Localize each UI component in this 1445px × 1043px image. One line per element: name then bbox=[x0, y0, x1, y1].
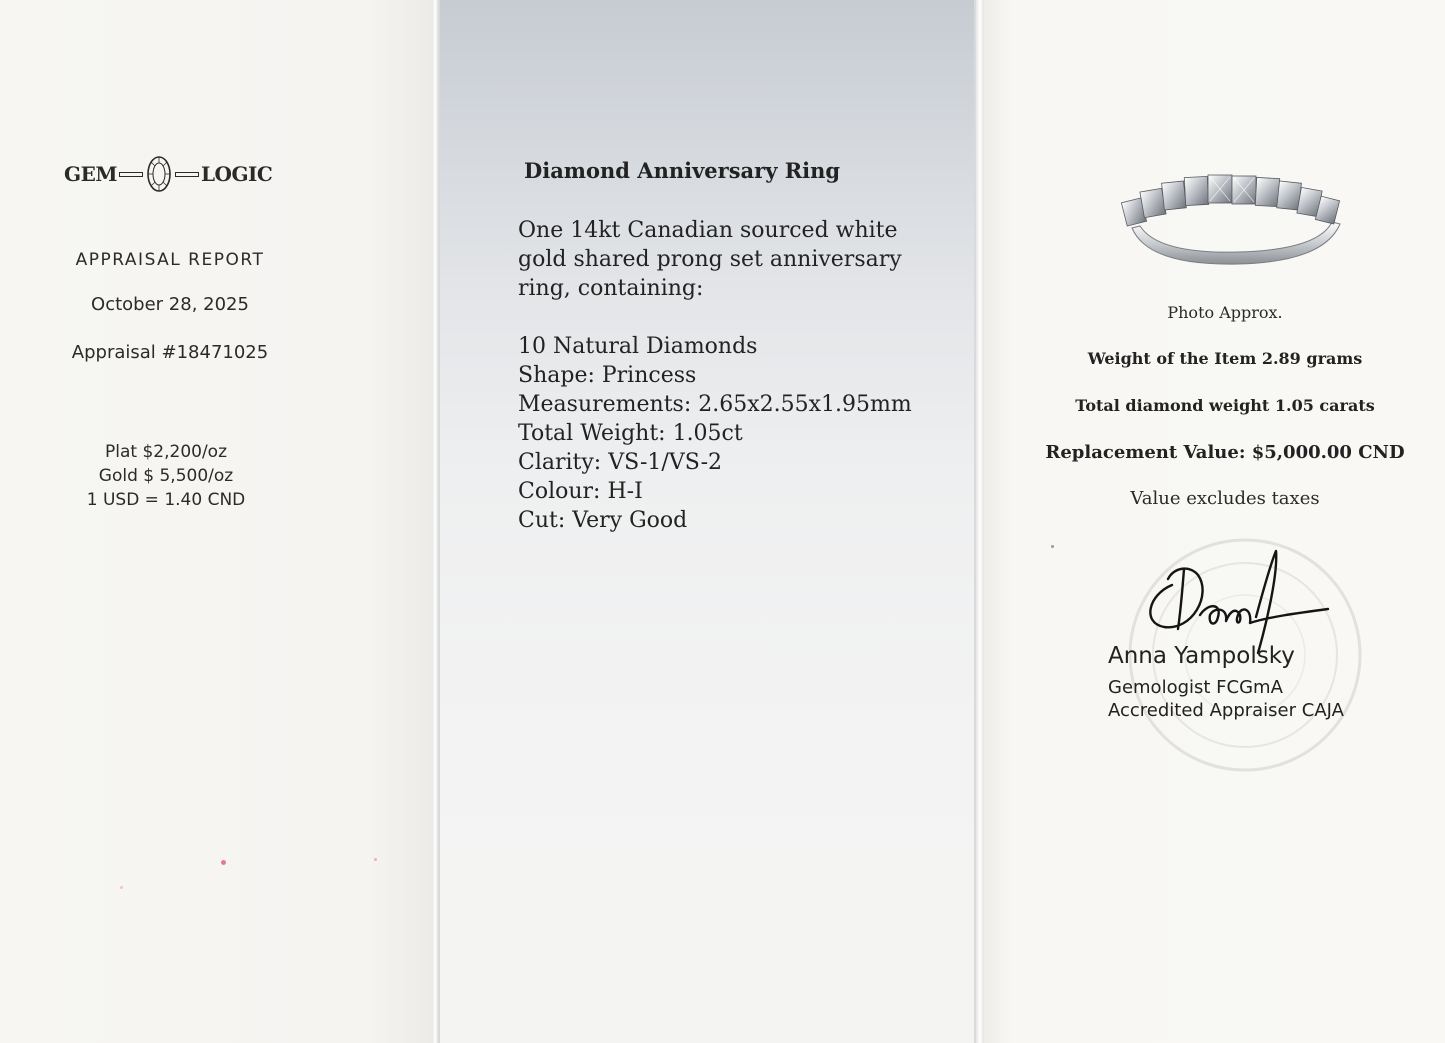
item-description bbox=[518, 216, 938, 303]
logo-bar-left bbox=[119, 172, 143, 177]
gold-rate: Gold $ 5,500/oz bbox=[98, 466, 234, 486]
spec-total-weight: Total Weight: 1.05ct bbox=[518, 421, 743, 446]
description-line: ring, containing: bbox=[518, 276, 704, 301]
fold-line-right bbox=[976, 0, 984, 1043]
spec-count: 10 Natural Diamonds bbox=[518, 334, 758, 359]
logo-bar-right bbox=[175, 172, 199, 177]
diamond-ring-photo bbox=[1118, 166, 1350, 270]
description-line: gold shared prong set anniversary bbox=[518, 247, 902, 272]
diamond-weight: Total diamond weight 1.05 carats bbox=[1075, 396, 1375, 415]
description-line: One 14kt Canadian sourced white bbox=[518, 218, 898, 243]
spec-clarity: Clarity: VS-1/VS-2 bbox=[518, 450, 723, 475]
platinum-rate: Plat $2,200/oz bbox=[105, 442, 227, 462]
exchange-rate: 1 USD = 1.40 CND bbox=[86, 490, 246, 510]
report-title: APPRAISAL REPORT bbox=[75, 250, 265, 270]
report-date: October 28, 2025 bbox=[91, 294, 249, 315]
paper-speck bbox=[221, 860, 226, 865]
photo-note: Photo Approx. bbox=[1167, 303, 1283, 322]
replacement-value: Replacement Value: $5,000.00 CND bbox=[1045, 442, 1405, 463]
spec-measurements: Measurements: 2.65x2.55x1.95mm bbox=[518, 392, 912, 417]
logo-right-word: LOGIC bbox=[200, 162, 273, 186]
item-weight: Weight of the Item 2.89 grams bbox=[1087, 349, 1363, 368]
tax-note: Value excludes taxes bbox=[1130, 488, 1320, 509]
paper-speck bbox=[120, 886, 123, 889]
spec-colour: Colour: H-I bbox=[518, 479, 643, 504]
appraiser-title-gemologist: Gemologist FCGmA bbox=[1108, 677, 1283, 698]
logo-left-word: GEM bbox=[64, 162, 117, 186]
diamond-specs bbox=[518, 332, 912, 535]
spec-cut: Cut: Very Good bbox=[518, 508, 688, 533]
appraisal-number: Appraisal #18471025 bbox=[71, 342, 269, 363]
metal-rates bbox=[0, 440, 332, 512]
gem-logic-logo bbox=[64, 154, 284, 194]
appraiser-title-accredited: Accredited Appraiser CAJA bbox=[1108, 700, 1344, 721]
appraiser-name: Anna Yampolsky bbox=[1108, 643, 1295, 669]
right-panel bbox=[984, 0, 1445, 1043]
spec-shape: Shape: Princess bbox=[518, 363, 697, 388]
paper-speck bbox=[1051, 545, 1054, 548]
oval-diamond-icon bbox=[146, 155, 172, 193]
handwritten-signature bbox=[1138, 545, 1338, 655]
paper-speck bbox=[374, 858, 377, 861]
item-title: Diamond Anniversary Ring bbox=[524, 158, 841, 183]
